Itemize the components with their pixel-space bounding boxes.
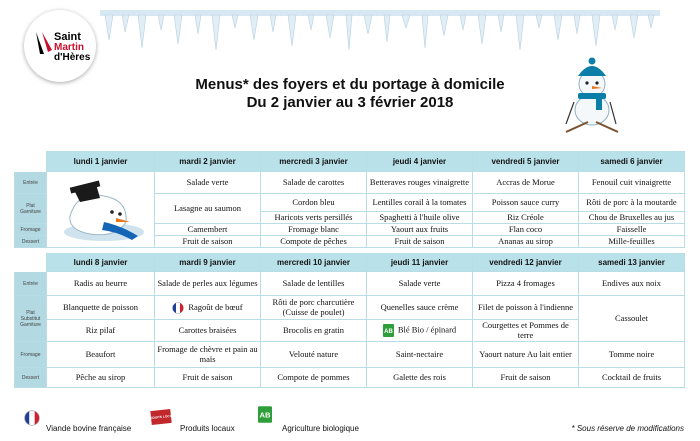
week1-entree-2: Salade verte [155, 172, 261, 194]
week2-fromage-3: Velouté nature [261, 342, 367, 368]
week2-entree-2: Salade de perles aux légumes [155, 272, 261, 296]
french-beef-icon [172, 302, 184, 314]
legend-viande: Viande bovine française [46, 424, 132, 433]
week2-garniture-4-cell [367, 320, 473, 342]
row-label-plat-sub: Plat Substitut Garniture [15, 296, 47, 342]
row-label-entree: Entrée [15, 272, 47, 296]
corner-cell [15, 254, 47, 272]
week1-fromage-4: Yaourt aux fruits [367, 224, 473, 236]
corner-cell [15, 152, 47, 172]
week1-fromage-6: Faisselle [579, 224, 685, 236]
week1-dessert-3: Compote de pêches [261, 236, 367, 248]
row-label-fromage: Fromage [15, 224, 47, 236]
week2-entree-1: Radis au beurre [47, 272, 155, 296]
week2-garniture-2: Carottes braisées [155, 320, 261, 342]
legend-local-badge: PRODUITS LOCAUX [145, 413, 177, 421]
snowman-icon [556, 56, 626, 136]
week2-plat-row [15, 296, 685, 320]
week2-dessert-4: Galette des rois [367, 368, 473, 388]
week1-entree-5: Accras de Morue [473, 172, 579, 194]
menu-week2-table [14, 253, 685, 388]
week1-plat-2: Lasagne au saumon [155, 194, 261, 224]
week2-entree-5: Pizza 4 fromages [473, 272, 579, 296]
icicles-decoration [100, 10, 660, 58]
week1-day-1: lundi 1 janvier [47, 152, 155, 172]
week2-garniture-4: Blé Bio / épinard [397, 324, 457, 335]
row-label-dessert: Dessert [15, 368, 47, 388]
week1-garniture-5: Riz Créole [473, 212, 579, 224]
week2-day-6: samedi 13 janvier [579, 254, 685, 272]
title-line1: Menus* des foyers et du portage à domicile [195, 76, 505, 93]
organic-ab-icon [383, 324, 394, 337]
week1-dessert-4: Fruit de saison [367, 236, 473, 248]
week1-entree-3: Salade de carottes [261, 172, 367, 194]
week1-day-5: vendredi 5 janvier [473, 152, 579, 172]
week2-garniture-1: Riz pilaf [47, 320, 155, 342]
week2-fromage-4: Saint-nectaire [367, 342, 473, 368]
week2-plat-5: Filet de poisson à l'indienne [473, 296, 579, 320]
week1-plat-4: Lentilles corail à la tomates [367, 194, 473, 212]
saint-martin-logo [24, 10, 96, 82]
week1-plat-6: Rôti de porc à la moutarde [579, 194, 685, 212]
week2-fromage-row [15, 342, 685, 368]
week2-plat-3: Rôti de porc charcutière (Cuisse de poulet) [261, 296, 367, 320]
week1-fromage-2: Camembert [155, 224, 261, 236]
week1-dessert-6: Mille-feuilles [579, 236, 685, 248]
week1-day-3: mercredi 3 janvier [261, 152, 367, 172]
week1-day-4: jeudi 4 janvier [367, 152, 473, 172]
week2-day-3: mercredi 10 janvier [261, 254, 367, 272]
modification-note: * Sous réserve de modifications [571, 424, 684, 433]
week2-garniture-3: Brocolis en gratin [261, 320, 367, 342]
week2-day-5: vendredi 12 janvier [473, 254, 579, 272]
week2-dessert-1: Pêche au sirop [47, 368, 155, 388]
logo-line3: d'Hères [54, 52, 91, 63]
week1-fromage-3: Fromage blanc [261, 224, 367, 236]
week2-day-2: mardi 9 janvier [155, 254, 261, 272]
legend-local: Produits locaux [180, 424, 235, 433]
row-label-dessert: Dessert [15, 236, 47, 248]
svg-text:AB: AB [384, 329, 393, 335]
week1-dessert-5: Ananas au sirop [473, 236, 579, 248]
logo-line2: Martin [54, 42, 84, 53]
week1-entree-4: Betteraves rouges vinaigrette [367, 172, 473, 194]
row-label-plat: Plat Garniture [15, 194, 47, 224]
legend-organic-icon [258, 406, 272, 423]
week2-day-1: lundi 8 janvier [47, 254, 155, 272]
week2-dessert-6: Cocktail de fruits [579, 368, 685, 388]
snowman-ski-icon [52, 176, 152, 248]
week1-plat-5: Poisson sauce curry [473, 194, 579, 212]
week2-garniture-5: Courgettes et Pommes de terre [473, 320, 579, 342]
legend-french-flag-icon [24, 410, 40, 426]
week2-dessert-3: Compote de pommes [261, 368, 367, 388]
week2-plat-2-cell [155, 296, 261, 320]
legend-local-products-icon [145, 408, 177, 426]
legend-bio-badge: AB [259, 410, 271, 420]
week2-dessert-row [15, 368, 685, 388]
week2-dessert-2: Fruit de saison [155, 368, 261, 388]
week1-plat-3: Cordon bleu [261, 194, 367, 212]
week1-day-2: mardi 2 janvier [155, 152, 261, 172]
week2-entree-row [15, 272, 685, 296]
row-label-fromage: Fromage [15, 342, 47, 368]
week2-day-4: jeudi 11 janvier [367, 254, 473, 272]
week2-fromage-6: Tomme noire [579, 342, 685, 368]
week2-entree-3: Salade de lentilles [261, 272, 367, 296]
week1-garniture-4: Spaghetti à l'huile olive [367, 212, 473, 224]
logo-mark-icon [34, 30, 54, 56]
week2-entree-4: Salade verte [367, 272, 473, 296]
week2-fromage-5: Yaourt nature Au lait entier [473, 342, 579, 368]
week2-plat-6: Cassoulet [579, 296, 685, 342]
title-line2: Du 2 janvier au 3 février 2018 [246, 94, 454, 111]
week2-dessert-5: Fruit de saison [473, 368, 579, 388]
week2-plat-4: Quenelles sauce crème [367, 296, 473, 320]
legend-bio: Agriculture biologique [282, 424, 359, 433]
week1-garniture-3: Haricots verts persillés [261, 212, 367, 224]
week1-header-row [15, 152, 685, 172]
week1-garniture-6: Chou de Bruxelles au jus [579, 212, 685, 224]
week2-header-row [15, 254, 685, 272]
week2-entree-6: Endives aux noix [579, 272, 685, 296]
week1-day-6: samedi 6 janvier [579, 152, 685, 172]
week2-plat-2: Ragoût de bœuf [188, 301, 243, 312]
week2-fromage-1: Beaufort [47, 342, 155, 368]
row-label-entree: Entrée [15, 172, 47, 194]
page-title [140, 76, 560, 112]
week1-fromage-5: Flan coco [473, 224, 579, 236]
week1-entree-6: Fenouil cuit vinaigrette [579, 172, 685, 194]
week2-plat-1: Blanquette de poisson [47, 296, 155, 320]
logo-line1: Saint [54, 31, 81, 43]
week1-dessert-2: Fruit de saison [155, 236, 261, 248]
week2-fromage-2: Fromage de chèvre et pain au maïs [155, 342, 261, 368]
